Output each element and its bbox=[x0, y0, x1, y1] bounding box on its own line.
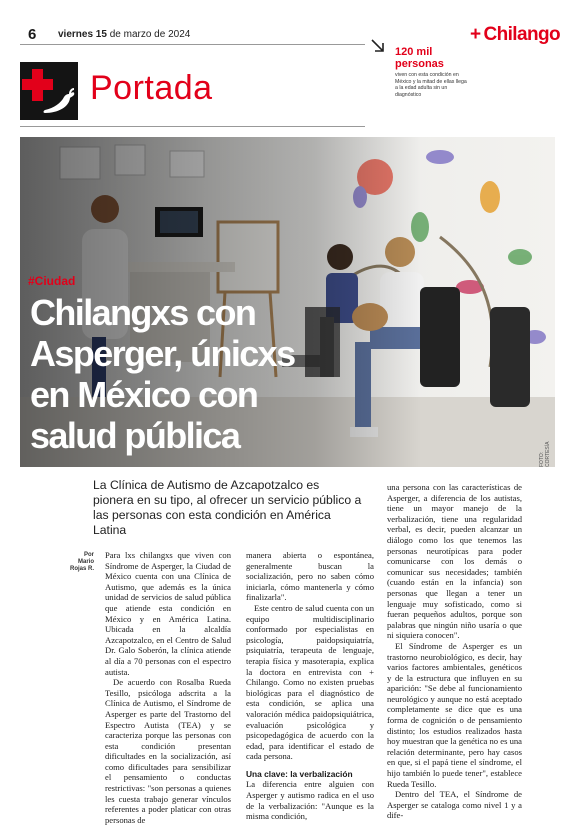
lead-photo bbox=[20, 137, 555, 467]
body-column-3 bbox=[387, 482, 522, 821]
arrow-down-right-icon bbox=[370, 38, 386, 54]
paragraph: una persona con las características de Asperger, a diferencia de los autistas, tiene un mayor manejo de la verbalización, tiene una regularidad verbal, es decir, pueden alcanzar un diálogo como los que tenemos las personas neurotípicas para poder comunicarse con los demás o comunicar sus necesidades; también (cuando están en la infancia) son personas que llegan a tener un lenguaje muy sofisticado, como si fueran pequeños adultos, porque son palabras que ningún niño usaría o que ni siquiera conocen". bbox=[387, 482, 522, 641]
header-rule bbox=[20, 44, 365, 45]
page-number: 6 bbox=[28, 26, 37, 43]
paragraph: Este centro de salud cuenta con un equipo multidisciplinario conformado por especialistas en psicología, paidopsiquiatría, psiquiatría, terapeuta de lenguaje, terapia física y masoterapia, explica la doctora en entrevista con + Chilango. Como no existen pruebas biológicas para el diagnóstico de esta condición, se aplica una valoración médica paidopsiquiátrica, evaluación psicológica y psicopedagógica de acuerdo con la edad, para identificar el estado de cada persona. bbox=[246, 602, 374, 762]
subheading: Una clave: la verbalización bbox=[246, 768, 353, 779]
stat-description: viven con esta condición en México y la mitad de ellas llega a la edad adulta sin un diagnóstico bbox=[395, 72, 467, 98]
paragraph: El Síndrome de Asperger es un trastorno neurobiológico, es decir, hay varios factores ambientales, genéticos y de la estructura que influyen en su aparición: "Se debe al funcionamiento neurológico y aunque no está aceptado completamente se dice que es una forma de cognición o de pensamiento distinto; los estudios realizados hasta hoy muestran que la genética no es una relación determinante, pero hay casos en que, si el papá tiene el síndrome, el hijo también lo puede tener", establece Rueda Tesillo. bbox=[387, 640, 522, 789]
paragraph: La diferencia entre alguien con Asperger y autismo radica en el uso de la verbalización: "Aunque es la misma condición, bbox=[246, 779, 374, 822]
stat-number-line1: 120 mil bbox=[395, 46, 433, 58]
paragraph: Dentro del TEA, el Síndrome de Asperger se cataloga como nivel 1 y a dife- bbox=[387, 789, 522, 821]
section-rule bbox=[20, 126, 365, 127]
brand-name: Chilango bbox=[483, 24, 560, 45]
brand-plus: + bbox=[470, 24, 481, 45]
date-day: viernes 15 bbox=[58, 29, 107, 40]
paragraph: manera abierta o espontánea, generalmente buscan la socialización, pero no saben cómo iniciarla, cómo mantenerla y cómo finalizarla". bbox=[246, 550, 374, 603]
byline-label: Por bbox=[83, 552, 94, 558]
body-column-2 bbox=[246, 550, 374, 822]
chili-pepper-icon bbox=[42, 88, 76, 116]
byline bbox=[68, 552, 94, 573]
article-tag: #Ciudad bbox=[28, 274, 76, 288]
paragraph: Para lxs chilangxs que viven con Síndrome de Asperger, la Ciudad de México cuenta con una Clínica de Autismo, que además es la única unidad de servicios de salud pública que atiende esta condición en México y en América Latina. Ubicada en la alcaldía Azcapotzalco, en el Centro de Salud Dr. Galo Soberón, la clínica atiende al día a 70 personas con el espectro autista. bbox=[105, 550, 231, 677]
body-column-1 bbox=[105, 550, 231, 825]
section-logo bbox=[20, 62, 78, 120]
issue-date bbox=[58, 29, 190, 40]
photo-credit: FOTO: CORTESÍA bbox=[539, 441, 551, 467]
brand-logo bbox=[470, 24, 560, 46]
paragraph: De acuerdo con Rosalba Rueda Tesillo, psicóloga adscrita a la Clínica de Autismo, el Síndrome de Asperger es parte del Trastorno del Espectro Autista (TEA) y se caracteriza porque las personas con esta condición presentan dificultades en la socialización, así como dificultades para sensibilizar el pensamiento o conductas restrictivas: "son personas a quienes les cuesta trabajo generar vínculos referentes a poder platicar con otras personas de bbox=[105, 677, 231, 825]
byline-name: Mario Rojas R. bbox=[69, 559, 94, 572]
date-month-year: de marzo de 2024 bbox=[109, 29, 191, 40]
section-title: Portada bbox=[90, 69, 213, 107]
stat-number-line2: personas bbox=[395, 58, 444, 70]
stat-number bbox=[395, 46, 444, 70]
headline: Chilangxs con Asperger, únicxs en México con salud pública bbox=[30, 292, 295, 456]
article-deck: La Clínica de Autismo de Azcapotzalco es pionera en su tipo, al ofrecer un servicio público a las personas con esta condición en América Latina bbox=[93, 478, 362, 537]
